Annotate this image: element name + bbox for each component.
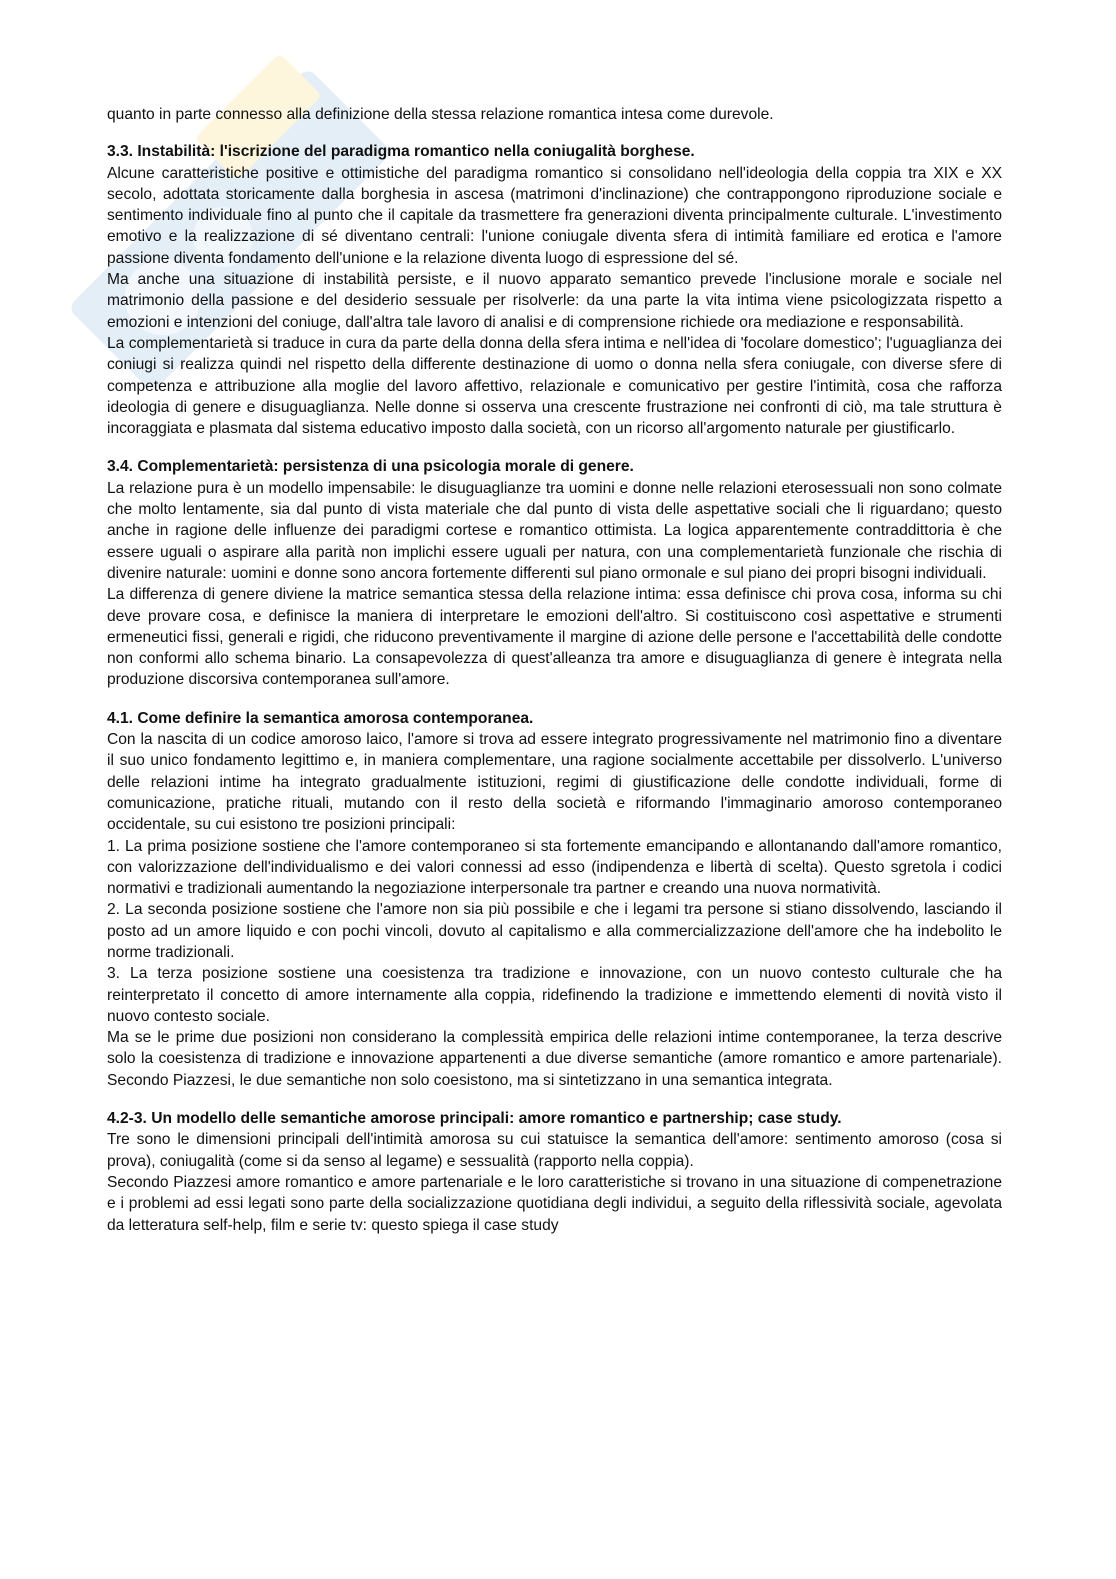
list-item: 3. La terza posizione sostiene una coesistenza tra tradizione e innovazione, con un nuovo contesto culturale che ha reinterpretato il concetto di amore internamente alla coppia, ridefinendo la tradizione e immettendo elementi di novità visto il nuovo contesto sociale. — [107, 965, 1002, 1025]
list-item: 2. La seconda posizione sostiene che l'amore non sia più possibile e che i legami tra persone si stiano dissolvendo, lasciando il posto ad un amore liquido e con pochi vincoli, dovuto al capitalismo e alla commercializzazione dell'amore che ha indebolito le norme tradizionali. — [107, 901, 1002, 961]
paragraph: La differenza di genere diviene la matrice semantica stessa della relazione intima: essa definisce chi prova cosa, informa su chi deve provare cosa, e definisce la maniera di interpretare le emozioni dell'altro. Si costituiscono così aspettative e strumenti ermeneutici fissi, generali e rigidi, che riducono preventivamente il margine di azione delle persone e l'accettabilità delle condotte non conformi allo schema binario. La consapevolezza di quest'alleanza tra amore e disuguaglianza di genere è integrata nella produzione discorsiva contemporanea sull'amore. — [107, 586, 1002, 689]
paragraph: Tre sono le dimensioni principali dell'intimità amorosa su cui statuisce la semantica dell'amore: sentimento amoroso (cosa si prova), coniugalità (come si da senso al legame) e sessualità (rapporto nella coppia). — [107, 1131, 1002, 1170]
section-heading: 3.3. Instabilità: l'iscrizione del paradigma romantico nella coniugalità borghese. — [107, 143, 695, 161]
section-3-4 — [107, 456, 1002, 690]
document-page — [107, 104, 1002, 1253]
paragraph: Ma se le prime due posizioni non considerano la complessità empirica delle relazioni intime contemporanee, la terza descrive solo la coesistenza di tradizione e innovazione appartenenti a due diverse semantiche (amore romantico e amore partenariale). Secondo Piazzesi, le due semantiche non solo coesistono, ma si sintetizzano in una semantica integrata. — [107, 1029, 1002, 1089]
section-heading: 4.1. Come definire la semantica amorosa contemporanea. — [107, 709, 534, 727]
section-heading: 4.2-3. Un modello delle semantiche amorose principali: amore romantico e partnership; case study. — [107, 1110, 842, 1128]
paragraph: Con la nascita di un codice amoroso laico, l'amore si trova ad essere integrato progressivamente nel matrimonio fino a diventare il suo unico fondamento legittimo e, in maniera complementare, una ragione socialmente accettabile per dissolverlo. L'universo delle relazioni intime ha integrato gradualmente istituzioni, regimi di giustificazione delle condotte individuali, forme di comunicazione, pratiche rituali, mutando con il resto della società e riformando l'immaginario amoroso contemporaneo occidentale, su cui esistono tre posizioni principali: — [107, 731, 1002, 834]
section-heading: 3.4. Complementarietà: persistenza di una psicologia morale di genere. — [107, 458, 634, 476]
paragraph: Alcune caratteristiche positive e ottimistiche del paradigma romantico si consolidano nell'ideologia della coppia tra XIX e XX secolo, adottata storicamente dalla borghesia in ascesa (matrimoni d'inclinazione) che contrappongono riproduzione sociale e sentimento individuale fino al punto che il capitale da trasmettere fra generazioni diventa principalmente culturale. L'investimento emotivo e la realizzazione di sé diventano centrali: l'unione coniugale diventa sfera di intimità familiare ed erotica e l'amore passione diventa fondamento dell'unione e la relazione diventa luogo di espressione del sé. — [107, 164, 1002, 267]
section-4-1 — [107, 708, 1002, 1091]
section-4-2-3 — [107, 1108, 1002, 1236]
paragraph: La relazione pura è un modello impensabile: le disuguaglianze tra uomini e donne nelle relazioni eterosessuali non sono colmate che molto lentamente, sia dal punto di vista materiale che dal punto di vista delle aspettative sociali che li riguardano; questo anche in ragione delle influenze dei paradigmi cortese e romantico ottimista. La logica apparentemente contraddittoria è che essere uguali o aspirare alla parità non implichi essere uguali per natura, con una complementarietà funzionale che rischia di divenire naturale: uomini e donne sono ancora fortemente differenti sul piano ormonale e sul piano dei propri bisogni individuali. — [107, 479, 1002, 582]
list-item: 1. La prima posizione sostiene che l'amore contemporaneo si sta fortemente emancipando e allontanando dall'amore romantico, con valorizzazione dell'individualismo e dei valori connessi ad esso (indipendenza e libertà di scelta). Questo sgretola i codici normativi e tradizionali aumentando la negoziazione interpersonale tra partner e creando una nuova normatività. — [107, 837, 1002, 898]
section-3-3 — [107, 141, 1002, 439]
intro-line: quanto in parte connesso alla definizione della stessa relazione romantica intesa come durevole. — [107, 106, 774, 123]
paragraph: Secondo Piazzesi amore romantico e amore partenariale e le loro caratteristiche si trovano in una situazione di compenetrazione e i problemi ad essi legati sono parte della socializzazione quotidiana degli individui, a seguito della riflessività sociale, agevolata da letteratura self-help, film e serie tv: questo spiega il case study — [107, 1173, 1002, 1234]
paragraph: La complementarietà si traduce in cura da parte della donna della sfera intima e nell'idea di 'focolare domestico'; l'uguaglianza dei coniugi si realizza quindi nel rispetto della differente destinazione di uomo o donna nella sfera coniugale, con diverse sfere di competenza e attribuzione alla moglie del lavoro affettivo, relazionale e comunicativo per gestire l'intimità, cosa che rafforza ideologia di genere e disuguaglianza. Nelle donne si osserva una crescente frustrazione nei confronti di ciò, ma tale struttura è incoraggiata e plasmata dal sistema educativo imposto dalla società, con un ricorso all'argomento naturale per giustificarlo. — [107, 334, 1002, 438]
paragraph: Ma anche una situazione di instabilità persiste, e il nuovo apparato semantico prevede l'inclusione morale e sociale nel matrimonio della passione e del desiderio sessuale per risolverle: da una parte la vita intima viene psicologizzata rispetto a emozioni e intenzioni del coniuge, dall'altra tale lavoro di analisi e di comprensione richiede ora mediazione e responsabilità. — [107, 271, 1002, 331]
